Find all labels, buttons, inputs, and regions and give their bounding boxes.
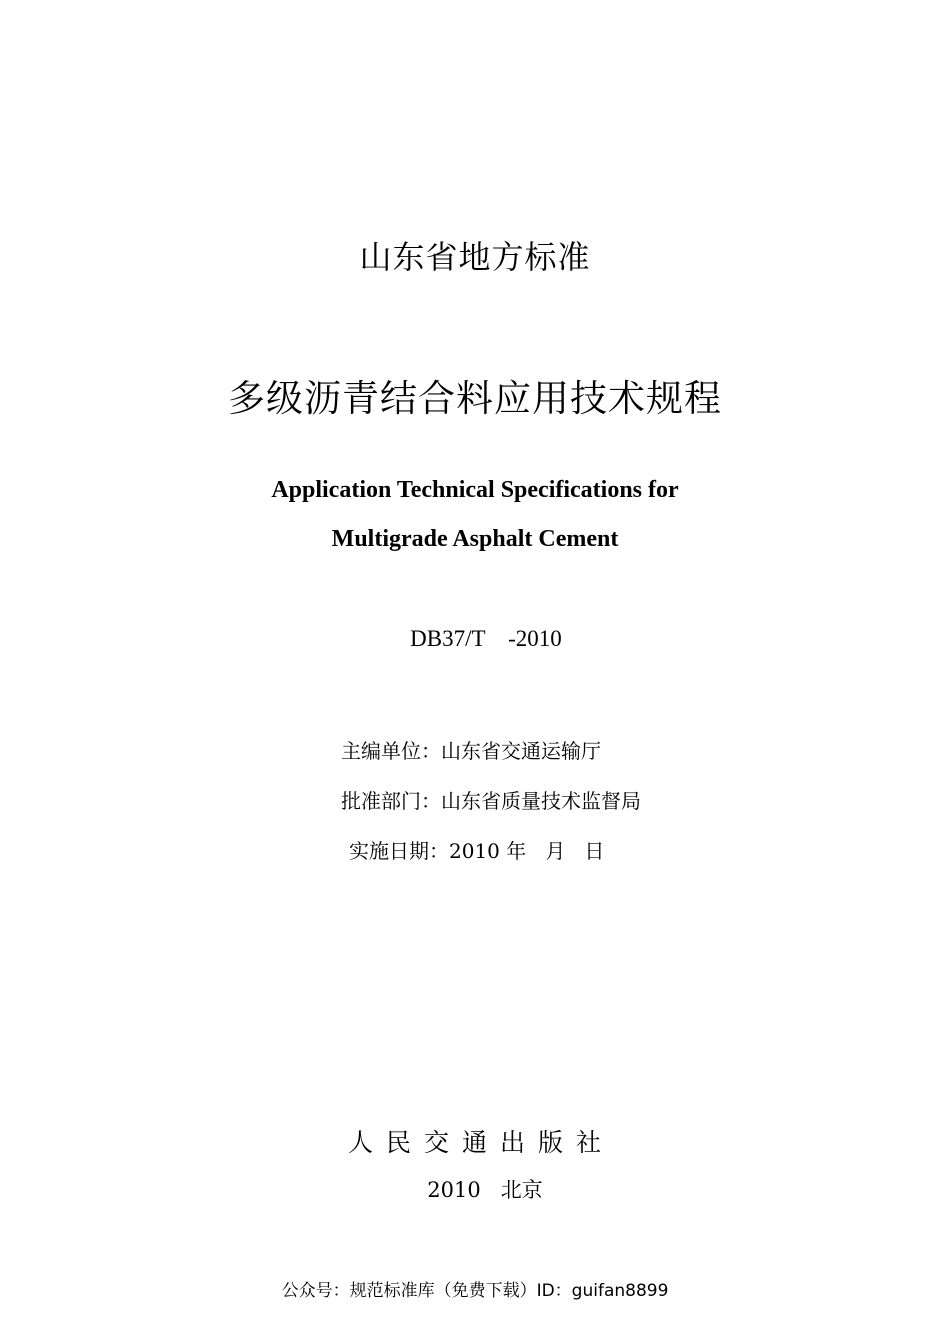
document-title-chinese: 多级沥青结合料应用技术规程 (228, 377, 722, 420)
document-title-english-line2: Multigrade Asphalt Cement (331, 526, 619, 552)
publication-year-city: 2010 北京 (427, 1178, 543, 1202)
local-standard-heading: 山东省地方标准 (359, 238, 591, 276)
publisher-name: 人民交通出版社 (347, 1128, 614, 1157)
approval-department: 批准部门：山东省质量技术监督局 (341, 789, 641, 813)
standard-code: DB37/T -2010 (410, 626, 562, 651)
editor-unit: 主编单位：山东省交通运输厅 (341, 739, 601, 763)
effective-date: 实施日期：2010 年 月 日 (349, 839, 605, 863)
document-title-english-line1: Application Technical Specifications for (271, 477, 679, 503)
document-info-block (341, 726, 741, 876)
footer-watermark: 公众号：规范标准库（免费下载）ID：guifan8899 (281, 1281, 669, 1301)
